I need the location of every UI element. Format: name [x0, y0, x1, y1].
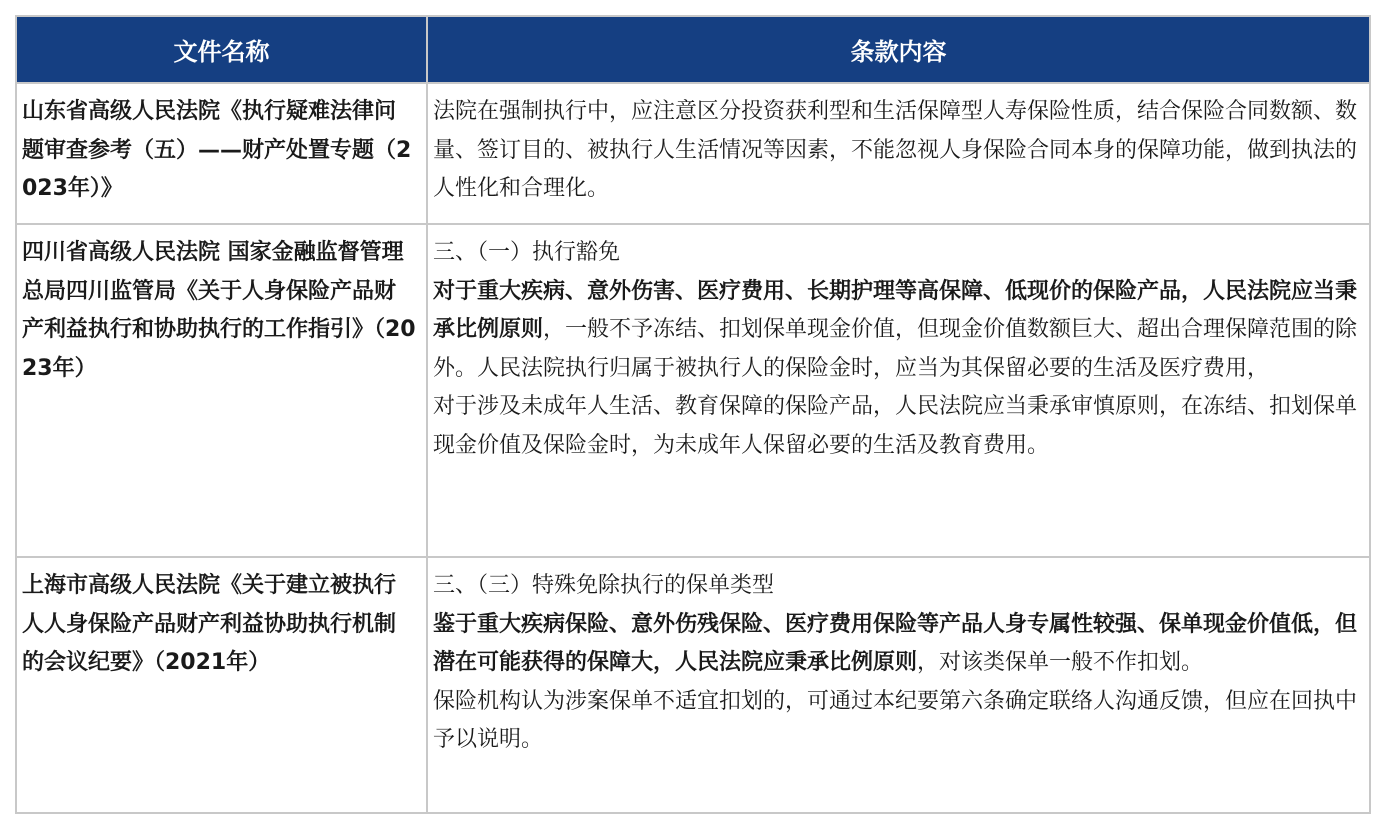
clause-bold-text: 鉴于重大疾病保险、意外伤残保险、医疗费用保险等产品人身专属性较强、保单现金价值低，但潜在可能获得的保障大，人民法院应秉承比例原则	[433, 611, 1358, 675]
table-header-row	[16, 16, 1370, 83]
document-name-cell: 四川省高级人民法院 国家金融监督管理总局四川监管局《关于人身保险产品财产利益执行和协助执行的工作指引》（2023年）	[16, 224, 427, 557]
clause-content-cell	[427, 224, 1370, 557]
clause-paragraph: 对于涉及未成年人生活、教育保障的保险产品，人民法院应当秉承审慎原则，在冻结、扣划保单现金价值及保险金时，为未成年人保留必要的生活及教育费用。	[433, 394, 1358, 458]
clause-bold-text: 对于重大疾病、意外伤害、医疗费用、长期护理等高保障、低现价的保险产品，人民法院应当秉承比例原则	[433, 278, 1358, 342]
header-clause-content: 条款内容	[427, 16, 1370, 83]
clause-paragraph: 法院在强制执行中，应注意区分投资获利型和生活保障型人寿保险性质，结合保险合同数额、数量、签订目的、被执行人生活情况等因素，不能忽视人身保险合同本身的保障功能，做到执法的人性化和合理化。	[433, 99, 1358, 201]
document-name-cell: 山东省高级人民法院《执行疑难法律问题审查参考（五）——财产处置专题（2023年）》	[16, 83, 427, 224]
regulation-table	[15, 15, 1371, 814]
clause-normal-text: ，对该类保单一般不作扣划。	[917, 650, 1204, 675]
table-row	[16, 224, 1370, 557]
clause-normal-text: ，一般不予冻结、扣划保单现金价值，但现金价值数额巨大、超出合理保障范围的除外。人民法院执行归属于被执行人的保险金时，应当为其保留必要的生活及医疗费用，	[433, 317, 1358, 381]
clause-content-cell	[427, 557, 1370, 813]
clause-heading: 三、（一）执行豁免	[433, 240, 621, 265]
clause-heading: 三、（三）特殊免除执行的保单类型	[433, 573, 775, 598]
clause-paragraph	[433, 606, 1359, 683]
clause-paragraph: 保险机构认为涉案保单不适宜扣划的，可通过本纪要第六条确定联络人沟通反馈，但应在回执中予以说明。	[433, 688, 1358, 752]
header-document-name: 文件名称	[16, 16, 427, 83]
clause-paragraph	[433, 273, 1359, 389]
document-name-cell: 上海市高级人民法院《关于建立被执行人人身保险产品财产利益协助执行机制的会议纪要》（2021年）	[16, 557, 427, 813]
clause-content-cell	[427, 83, 1370, 224]
table-row	[16, 83, 1370, 224]
table-row	[16, 557, 1370, 813]
